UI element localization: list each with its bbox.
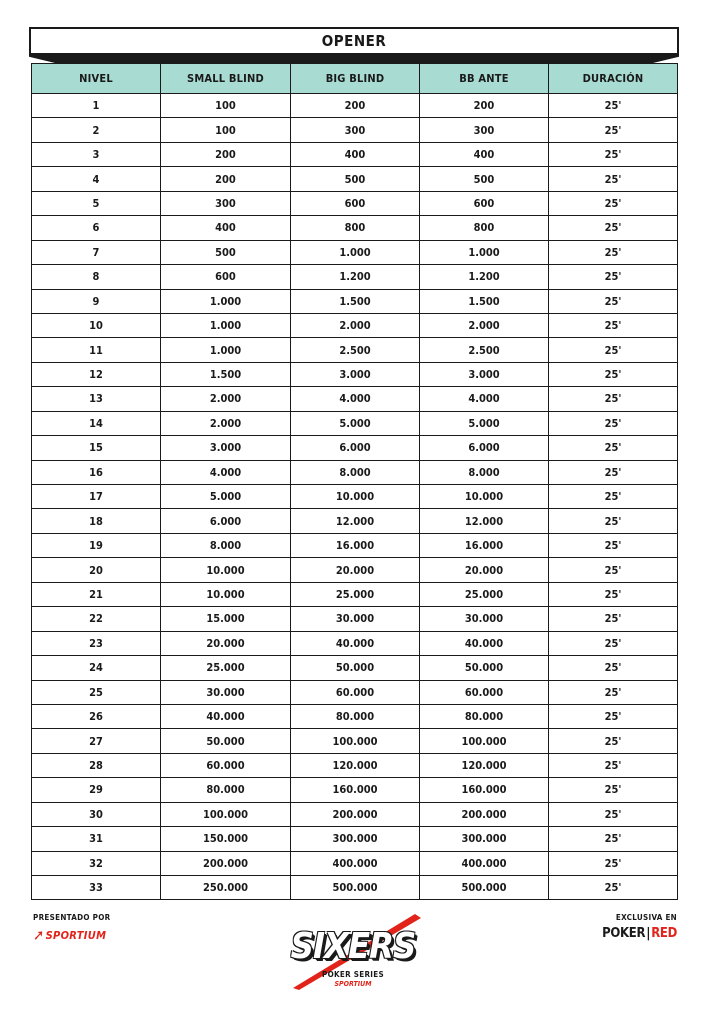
small-blind-cell: 100.000 xyxy=(161,802,291,826)
big-blind-cell: 12.000 xyxy=(291,509,420,533)
small-blind-cell: 5.000 xyxy=(161,485,291,509)
table-row xyxy=(32,753,678,777)
nivel-cell: 16 xyxy=(32,460,161,484)
nivel-cell: 19 xyxy=(32,533,161,557)
bb-ante-cell: 200.000 xyxy=(420,802,549,826)
small-blind-cell: 1.500 xyxy=(161,362,291,386)
big-blind-cell: 1.500 xyxy=(291,289,420,313)
small-blind-cell: 200 xyxy=(161,142,291,166)
big-blind-cell: 8.000 xyxy=(291,460,420,484)
small-blind-cell: 200.000 xyxy=(161,851,291,875)
pokered-divider-icon: | xyxy=(646,926,651,941)
duracion-cell: 25' xyxy=(549,313,678,337)
big-blind-cell: 100.000 xyxy=(291,729,420,753)
nivel-cell: 6 xyxy=(32,216,161,240)
bb-ante-cell: 5.000 xyxy=(420,411,549,435)
exclusive-block xyxy=(602,913,677,941)
bb-ante-cell: 60.000 xyxy=(420,680,549,704)
sixers-sponsor-text: SPORTIUM xyxy=(334,980,372,988)
small-blind-cell: 300 xyxy=(161,191,291,215)
table-row xyxy=(32,827,678,851)
small-blind-cell: 6.000 xyxy=(161,509,291,533)
presented-by-label: PRESENTADO POR xyxy=(33,913,111,922)
title-text: OPENER xyxy=(321,32,387,50)
poker-series-text: POKER SERIES xyxy=(322,970,384,979)
nivel-cell: 20 xyxy=(32,558,161,582)
bb-ante-cell: 120.000 xyxy=(420,753,549,777)
table-row xyxy=(32,509,678,533)
big-blind-cell: 5.000 xyxy=(291,411,420,435)
big-blind-cell: 25.000 xyxy=(291,582,420,606)
sportium-logo xyxy=(33,926,110,944)
duracion-cell: 25' xyxy=(549,240,678,264)
duracion-cell: 25' xyxy=(549,387,678,411)
small-blind-cell: 2.000 xyxy=(161,411,291,435)
nivel-cell: 12 xyxy=(32,362,161,386)
small-blind-cell: 10.000 xyxy=(161,558,291,582)
big-blind-cell: 6.000 xyxy=(291,436,420,460)
nivel-cell: 14 xyxy=(32,411,161,435)
big-blind-cell: 800 xyxy=(291,216,420,240)
duracion-cell: 25' xyxy=(549,778,678,802)
big-blind-cell: 500.000 xyxy=(291,876,420,900)
duracion-cell: 25' xyxy=(549,509,678,533)
big-blind-cell: 120.000 xyxy=(291,753,420,777)
big-blind-cell: 20.000 xyxy=(291,558,420,582)
table-row xyxy=(32,607,678,631)
duracion-cell: 25' xyxy=(549,582,678,606)
bb-ante-cell: 600 xyxy=(420,191,549,215)
duracion-cell: 25' xyxy=(549,289,678,313)
big-blind-cell: 500 xyxy=(291,167,420,191)
table-row xyxy=(32,362,678,386)
bb-ante-cell: 10.000 xyxy=(420,485,549,509)
bb-ante-cell: 8.000 xyxy=(420,460,549,484)
duracion-cell: 25' xyxy=(549,216,678,240)
small-blind-cell: 1.000 xyxy=(161,289,291,313)
bb-ante-cell: 1.000 xyxy=(420,240,549,264)
duracion-cell: 25' xyxy=(549,802,678,826)
nivel-cell: 8 xyxy=(32,265,161,289)
nivel-cell: 7 xyxy=(32,240,161,264)
small-blind-cell: 4.000 xyxy=(161,460,291,484)
table-row xyxy=(32,436,678,460)
bb-ante-cell: 50.000 xyxy=(420,656,549,680)
nivel-cell: 31 xyxy=(32,827,161,851)
small-blind-cell: 250.000 xyxy=(161,876,291,900)
bb-ante-cell: 25.000 xyxy=(420,582,549,606)
duracion-cell: 25' xyxy=(549,680,678,704)
big-blind-cell: 300.000 xyxy=(291,827,420,851)
table-row xyxy=(32,778,678,802)
bb-ante-cell: 200 xyxy=(420,94,549,118)
sixers-logo-text: SIXERS xyxy=(290,926,416,967)
table-row xyxy=(32,118,678,142)
small-blind-cell: 500 xyxy=(161,240,291,264)
big-blind-cell: 16.000 xyxy=(291,533,420,557)
small-blind-cell: 8.000 xyxy=(161,533,291,557)
small-blind-cell: 30.000 xyxy=(161,680,291,704)
nivel-cell: 27 xyxy=(32,729,161,753)
small-blind-cell: 10.000 xyxy=(161,582,291,606)
small-blind-cell: 2.000 xyxy=(161,387,291,411)
nivel-cell: 32 xyxy=(32,851,161,875)
duracion-cell: 25' xyxy=(549,142,678,166)
column-header-bb-ante: BB ANTE xyxy=(420,64,549,94)
bb-ante-cell: 12.000 xyxy=(420,509,549,533)
table-row xyxy=(32,289,678,313)
table-row xyxy=(32,533,678,557)
duracion-cell: 25' xyxy=(549,876,678,900)
small-blind-cell: 80.000 xyxy=(161,778,291,802)
nivel-cell: 10 xyxy=(32,313,161,337)
nivel-cell: 28 xyxy=(32,753,161,777)
table-row xyxy=(32,191,678,215)
duracion-cell: 25' xyxy=(549,851,678,875)
table-row xyxy=(32,411,678,435)
small-blind-cell: 1.000 xyxy=(161,338,291,362)
nivel-cell: 11 xyxy=(32,338,161,362)
table-row xyxy=(32,216,678,240)
table-row xyxy=(32,656,678,680)
nivel-cell: 24 xyxy=(32,656,161,680)
duracion-cell: 25' xyxy=(549,436,678,460)
bb-ante-cell: 500.000 xyxy=(420,876,549,900)
big-blind-cell: 50.000 xyxy=(291,656,420,680)
duracion-cell: 25' xyxy=(549,753,678,777)
column-header-nivel: NIVEL xyxy=(32,64,161,94)
nivel-cell: 30 xyxy=(32,802,161,826)
big-blind-cell: 10.000 xyxy=(291,485,420,509)
big-blind-cell: 2.500 xyxy=(291,338,420,362)
bb-ante-cell: 40.000 xyxy=(420,631,549,655)
table-row xyxy=(32,704,678,728)
duracion-cell: 25' xyxy=(549,704,678,728)
exclusive-label: EXCLUSIVA EN xyxy=(615,913,677,922)
small-blind-cell: 40.000 xyxy=(161,704,291,728)
duracion-cell: 25' xyxy=(549,460,678,484)
nivel-cell: 5 xyxy=(32,191,161,215)
small-blind-cell: 50.000 xyxy=(161,729,291,753)
nivel-cell: 3 xyxy=(32,142,161,166)
small-blind-cell: 400 xyxy=(161,216,291,240)
table-row xyxy=(32,265,678,289)
big-blind-cell: 400.000 xyxy=(291,851,420,875)
big-blind-cell: 160.000 xyxy=(291,778,420,802)
bb-ante-cell: 2.000 xyxy=(420,313,549,337)
nivel-cell: 4 xyxy=(32,167,161,191)
small-blind-cell: 100 xyxy=(161,94,291,118)
duracion-cell: 25' xyxy=(549,94,678,118)
sportium-s-icon: ➚ xyxy=(33,926,45,944)
table-row xyxy=(32,460,678,484)
small-blind-cell: 25.000 xyxy=(161,656,291,680)
big-blind-cell: 60.000 xyxy=(291,680,420,704)
small-blind-cell: 150.000 xyxy=(161,827,291,851)
nivel-cell: 9 xyxy=(32,289,161,313)
duracion-cell: 25' xyxy=(549,167,678,191)
bb-ante-cell: 20.000 xyxy=(420,558,549,582)
small-blind-cell: 20.000 xyxy=(161,631,291,655)
small-blind-cell: 60.000 xyxy=(161,753,291,777)
bb-ante-cell: 400 xyxy=(420,142,549,166)
nivel-cell: 33 xyxy=(32,876,161,900)
page-title xyxy=(29,27,679,55)
small-blind-cell: 200 xyxy=(161,167,291,191)
duracion-cell: 25' xyxy=(549,265,678,289)
duracion-cell: 25' xyxy=(549,631,678,655)
table-row xyxy=(32,558,678,582)
duracion-cell: 25' xyxy=(549,118,678,142)
duracion-cell: 25' xyxy=(549,485,678,509)
duracion-cell: 25' xyxy=(549,338,678,362)
bb-ante-cell: 6.000 xyxy=(420,436,549,460)
bb-ante-cell: 1.500 xyxy=(420,289,549,313)
bb-ante-cell: 160.000 xyxy=(420,778,549,802)
nivel-cell: 22 xyxy=(32,607,161,631)
table-row xyxy=(32,802,678,826)
table-row xyxy=(32,680,678,704)
table-row xyxy=(32,338,678,362)
duracion-cell: 25' xyxy=(549,362,678,386)
bb-ante-cell: 2.500 xyxy=(420,338,549,362)
sportium-logo-text: SPORTIUM xyxy=(45,928,107,942)
nivel-cell: 2 xyxy=(32,118,161,142)
big-blind-cell: 4.000 xyxy=(291,387,420,411)
bb-ante-cell: 30.000 xyxy=(420,607,549,631)
table-row xyxy=(32,387,678,411)
nivel-cell: 1 xyxy=(32,94,161,118)
duracion-cell: 25' xyxy=(549,411,678,435)
duracion-cell: 25' xyxy=(549,656,678,680)
big-blind-cell: 200 xyxy=(291,94,420,118)
table-row xyxy=(32,142,678,166)
title-underline-decoration xyxy=(29,54,679,63)
nivel-cell: 13 xyxy=(32,387,161,411)
nivel-cell: 17 xyxy=(32,485,161,509)
nivel-cell: 26 xyxy=(32,704,161,728)
bb-ante-cell: 100.000 xyxy=(420,729,549,753)
duracion-cell: 25' xyxy=(549,607,678,631)
duracion-cell: 25' xyxy=(549,729,678,753)
blind-structure-table xyxy=(31,63,678,900)
nivel-cell: 25 xyxy=(32,680,161,704)
big-blind-cell: 3.000 xyxy=(291,362,420,386)
bb-ante-cell: 800 xyxy=(420,216,549,240)
table-row xyxy=(32,851,678,875)
big-blind-cell: 80.000 xyxy=(291,704,420,728)
table-row xyxy=(32,485,678,509)
small-blind-cell: 3.000 xyxy=(161,436,291,460)
column-header-big-blind: BIG BLIND xyxy=(291,64,420,94)
bb-ante-cell: 4.000 xyxy=(420,387,549,411)
duracion-cell: 25' xyxy=(549,191,678,215)
table-row xyxy=(32,876,678,900)
big-blind-cell: 1.200 xyxy=(291,265,420,289)
big-blind-cell: 1.000 xyxy=(291,240,420,264)
bb-ante-cell: 16.000 xyxy=(420,533,549,557)
nivel-cell: 15 xyxy=(32,436,161,460)
table-row xyxy=(32,167,678,191)
table-header-row xyxy=(32,64,678,94)
bb-ante-cell: 300.000 xyxy=(420,827,549,851)
bb-ante-cell: 3.000 xyxy=(420,362,549,386)
nivel-cell: 29 xyxy=(32,778,161,802)
table-row xyxy=(32,94,678,118)
small-blind-cell: 1.000 xyxy=(161,313,291,337)
big-blind-cell: 30.000 xyxy=(291,607,420,631)
pokered-logo xyxy=(602,926,677,941)
table-body xyxy=(32,94,678,900)
big-blind-cell: 400 xyxy=(291,142,420,166)
duracion-cell: 25' xyxy=(549,533,678,557)
big-blind-cell: 40.000 xyxy=(291,631,420,655)
big-blind-cell: 300 xyxy=(291,118,420,142)
table-row xyxy=(32,240,678,264)
column-header-small-blind: SMALL BLIND xyxy=(161,64,291,94)
table-row xyxy=(32,729,678,753)
bb-ante-cell: 400.000 xyxy=(420,851,549,875)
duracion-cell: 25' xyxy=(549,827,678,851)
nivel-cell: 21 xyxy=(32,582,161,606)
nivel-cell: 18 xyxy=(32,509,161,533)
sixers-logo xyxy=(283,910,423,990)
big-blind-cell: 2.000 xyxy=(291,313,420,337)
small-blind-cell: 100 xyxy=(161,118,291,142)
bb-ante-cell: 1.200 xyxy=(420,265,549,289)
presented-by-block xyxy=(33,913,110,944)
table-row xyxy=(32,313,678,337)
pokered-logo-poker: POKER xyxy=(602,926,646,941)
table-row xyxy=(32,631,678,655)
nivel-cell: 23 xyxy=(32,631,161,655)
column-header-duracion: DURACIÓN xyxy=(549,64,678,94)
big-blind-cell: 600 xyxy=(291,191,420,215)
pokered-logo-red: RED xyxy=(651,926,677,941)
duracion-cell: 25' xyxy=(549,558,678,582)
bb-ante-cell: 500 xyxy=(420,167,549,191)
big-blind-cell: 200.000 xyxy=(291,802,420,826)
small-blind-cell: 600 xyxy=(161,265,291,289)
bb-ante-cell: 80.000 xyxy=(420,704,549,728)
table-row xyxy=(32,582,678,606)
bb-ante-cell: 300 xyxy=(420,118,549,142)
small-blind-cell: 15.000 xyxy=(161,607,291,631)
